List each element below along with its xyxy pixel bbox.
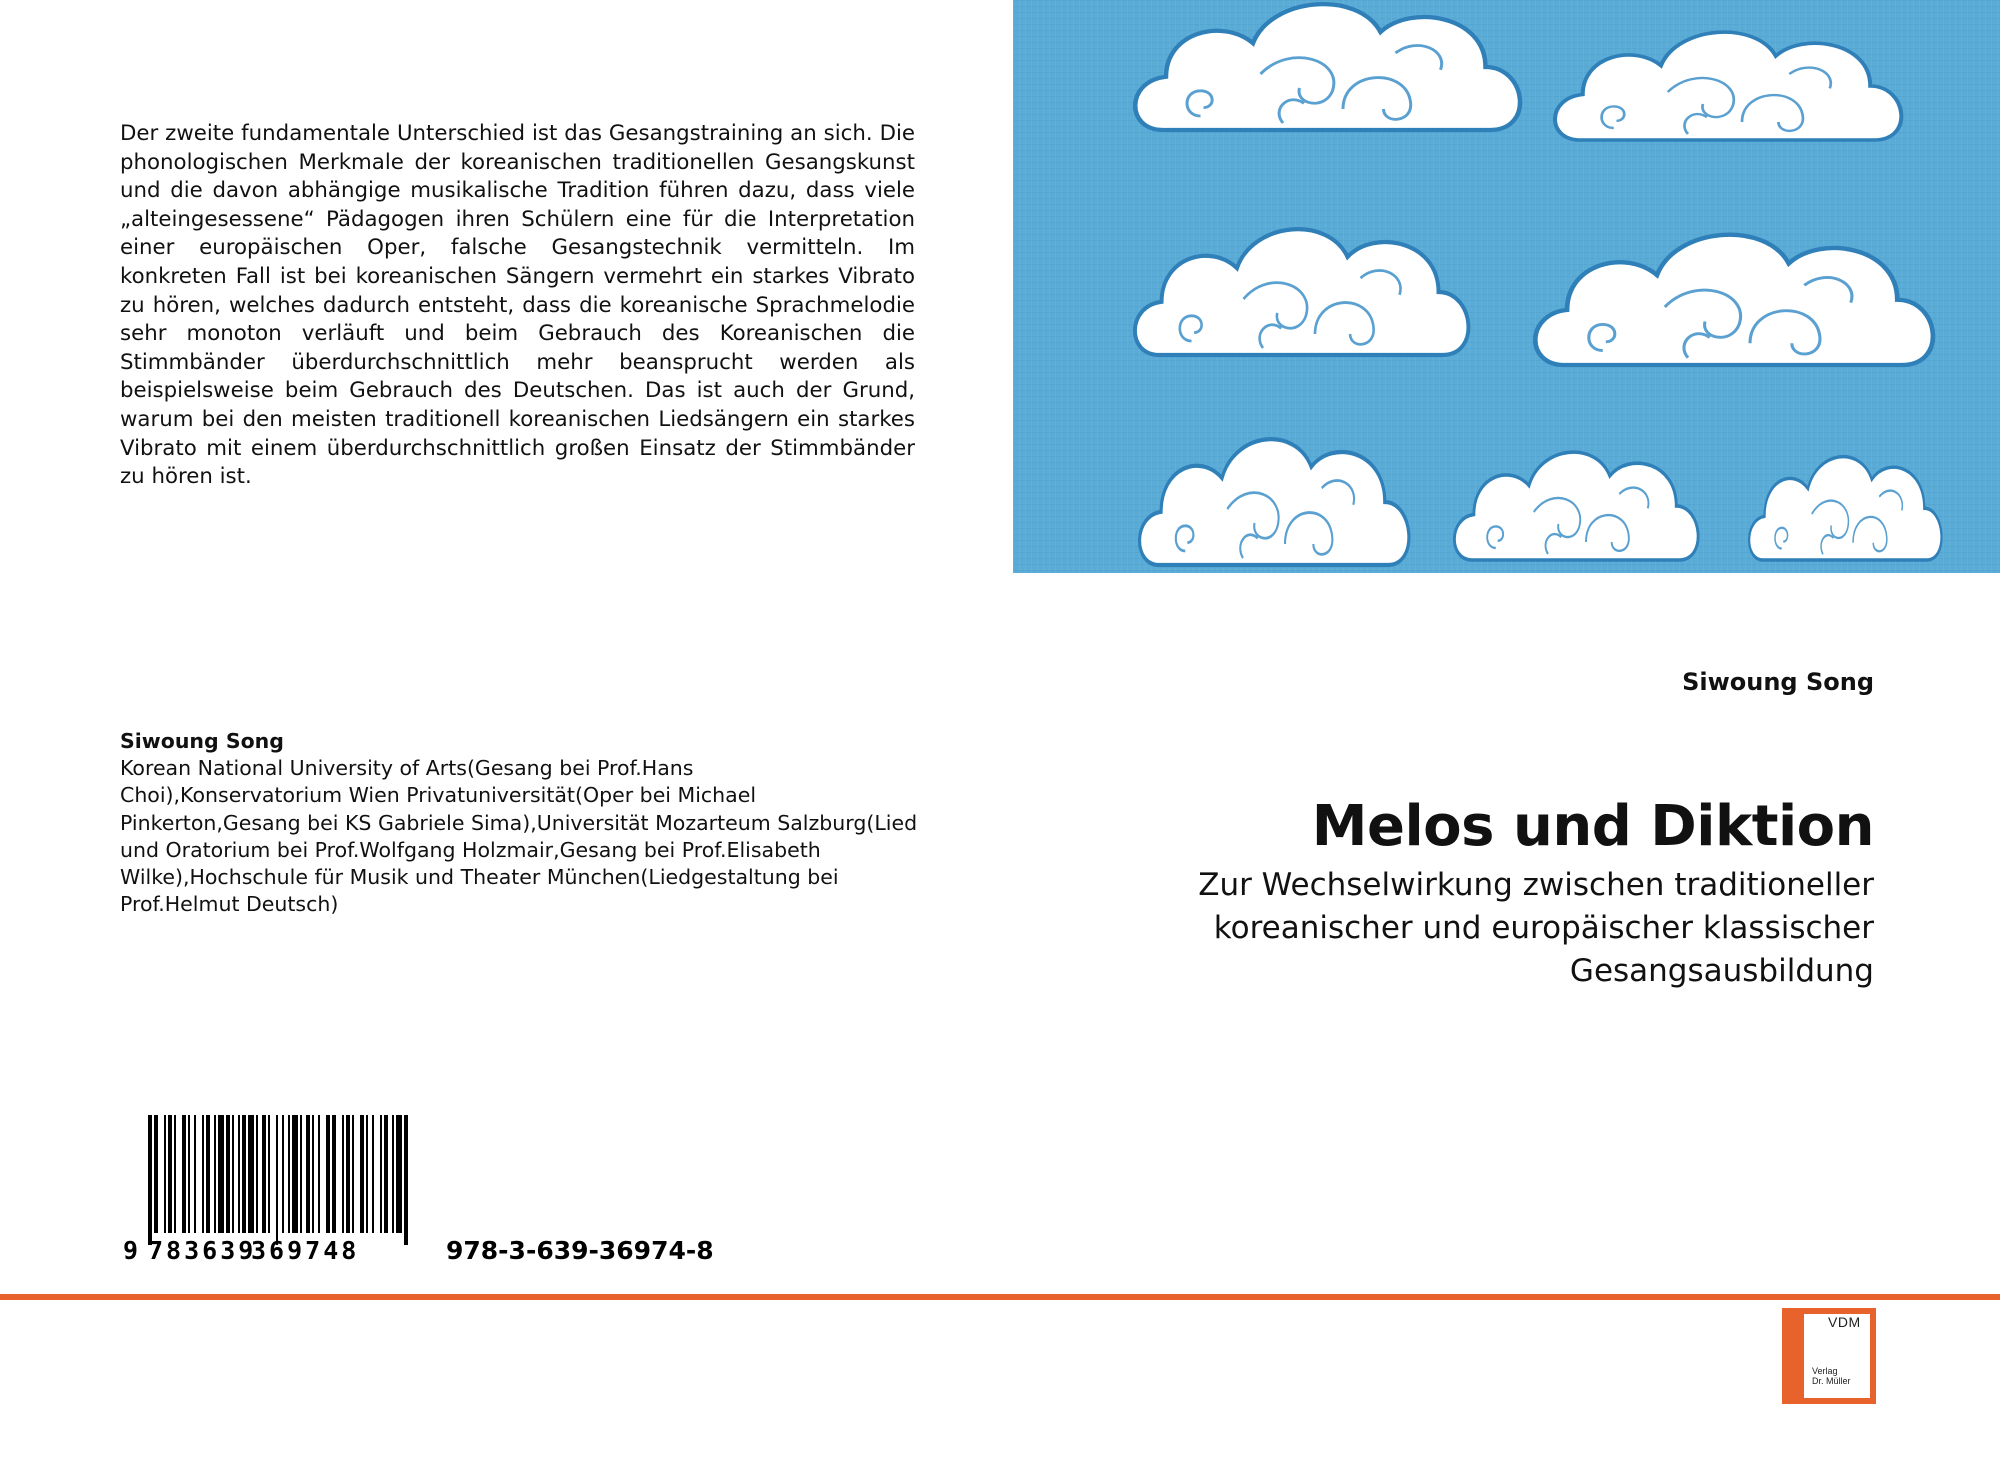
subtitle-line: koreanischer und europäischer klassischer (1213, 910, 1874, 946)
isbn-number: 978-3-639-36974-8 (446, 1236, 714, 1265)
barcode-bars (148, 1115, 408, 1245)
front-author-name: Siwoung Song (1682, 668, 1874, 696)
cover-illustration-clouds (1013, 0, 2000, 573)
logo-orange-bar (1788, 1314, 1804, 1398)
logo-sub-line: Verlag (1812, 1366, 1838, 1376)
logo-subtitle (1812, 1366, 1851, 1386)
barcode-digit-lead: 9 (123, 1236, 139, 1265)
isbn-barcode (118, 1115, 718, 1275)
barcode-digits-left: 783639 (148, 1236, 257, 1265)
subtitle-line: Zur Wechselwirkung zwischen traditioneller (1198, 867, 1874, 903)
barcode-digits-right: 369748 (251, 1236, 360, 1265)
logo-sub-line: Dr. Müller (1812, 1376, 1851, 1386)
author-bio (120, 728, 920, 918)
bio-author-name: Siwoung Song (120, 729, 284, 753)
bio-text: Korean National University of Arts(Gesang bei Prof.Hans Choi),Konservatorium Wien Privatuniversität(Oper bei Michael Pinkerton,Gesang bei KS Gabriele Sima),Universität Mozarteum Salzburg(Lied und Oratorium bei Prof.Wolfgang Holzmair,Gesang bei Prof.Elisabeth Wilke),Hochschule für Musik und Theater München(Liedgestaltung bei Prof.Helmut Deutsch) (120, 756, 918, 917)
publisher-logo (1782, 1308, 1876, 1404)
orange-divider (0, 1294, 2000, 1300)
subtitle-line: Gesangsausbildung (1569, 953, 1874, 989)
back-cover-blurb: Der zweite fundamentale Unterschied ist das Gesangstraining an sich. Die phonologischen Merkmale der koreanischen traditionellen Gesangskunst und die davon abhängige musikalische Tradition führen dazu, dass viele „alteingesessene“ Pädagogen ihren Schülern eine für die Interpretation einer europäischen Oper, falsche Gesangstechnik vermitteln. Im konkreten Fall ist bei koreanischen Sängern vermehrt ein starkes Vibrato zu hören, welches dadurch entsteht, dass die koreanische Sprachmelodie sehr monoton verläuft und beim Gebrauch des Koreanischen die Stimmbänder überdurchschnittlich mehr beansprucht werden als beispielsweise beim Gebrauch des Deutschen. Das ist auch der Grund, warum bei den meisten traditionell koreanischen Liedsängern ein starkes Vibrato mit einem überdurchschnittlich großen Einsatz der Stimmbänder zu hören ist. (120, 121, 915, 490)
logo-brand: VDM (1828, 1314, 1861, 1330)
book-subtitle (1114, 864, 1874, 993)
book-title: Melos und Diktion (1311, 794, 1874, 859)
